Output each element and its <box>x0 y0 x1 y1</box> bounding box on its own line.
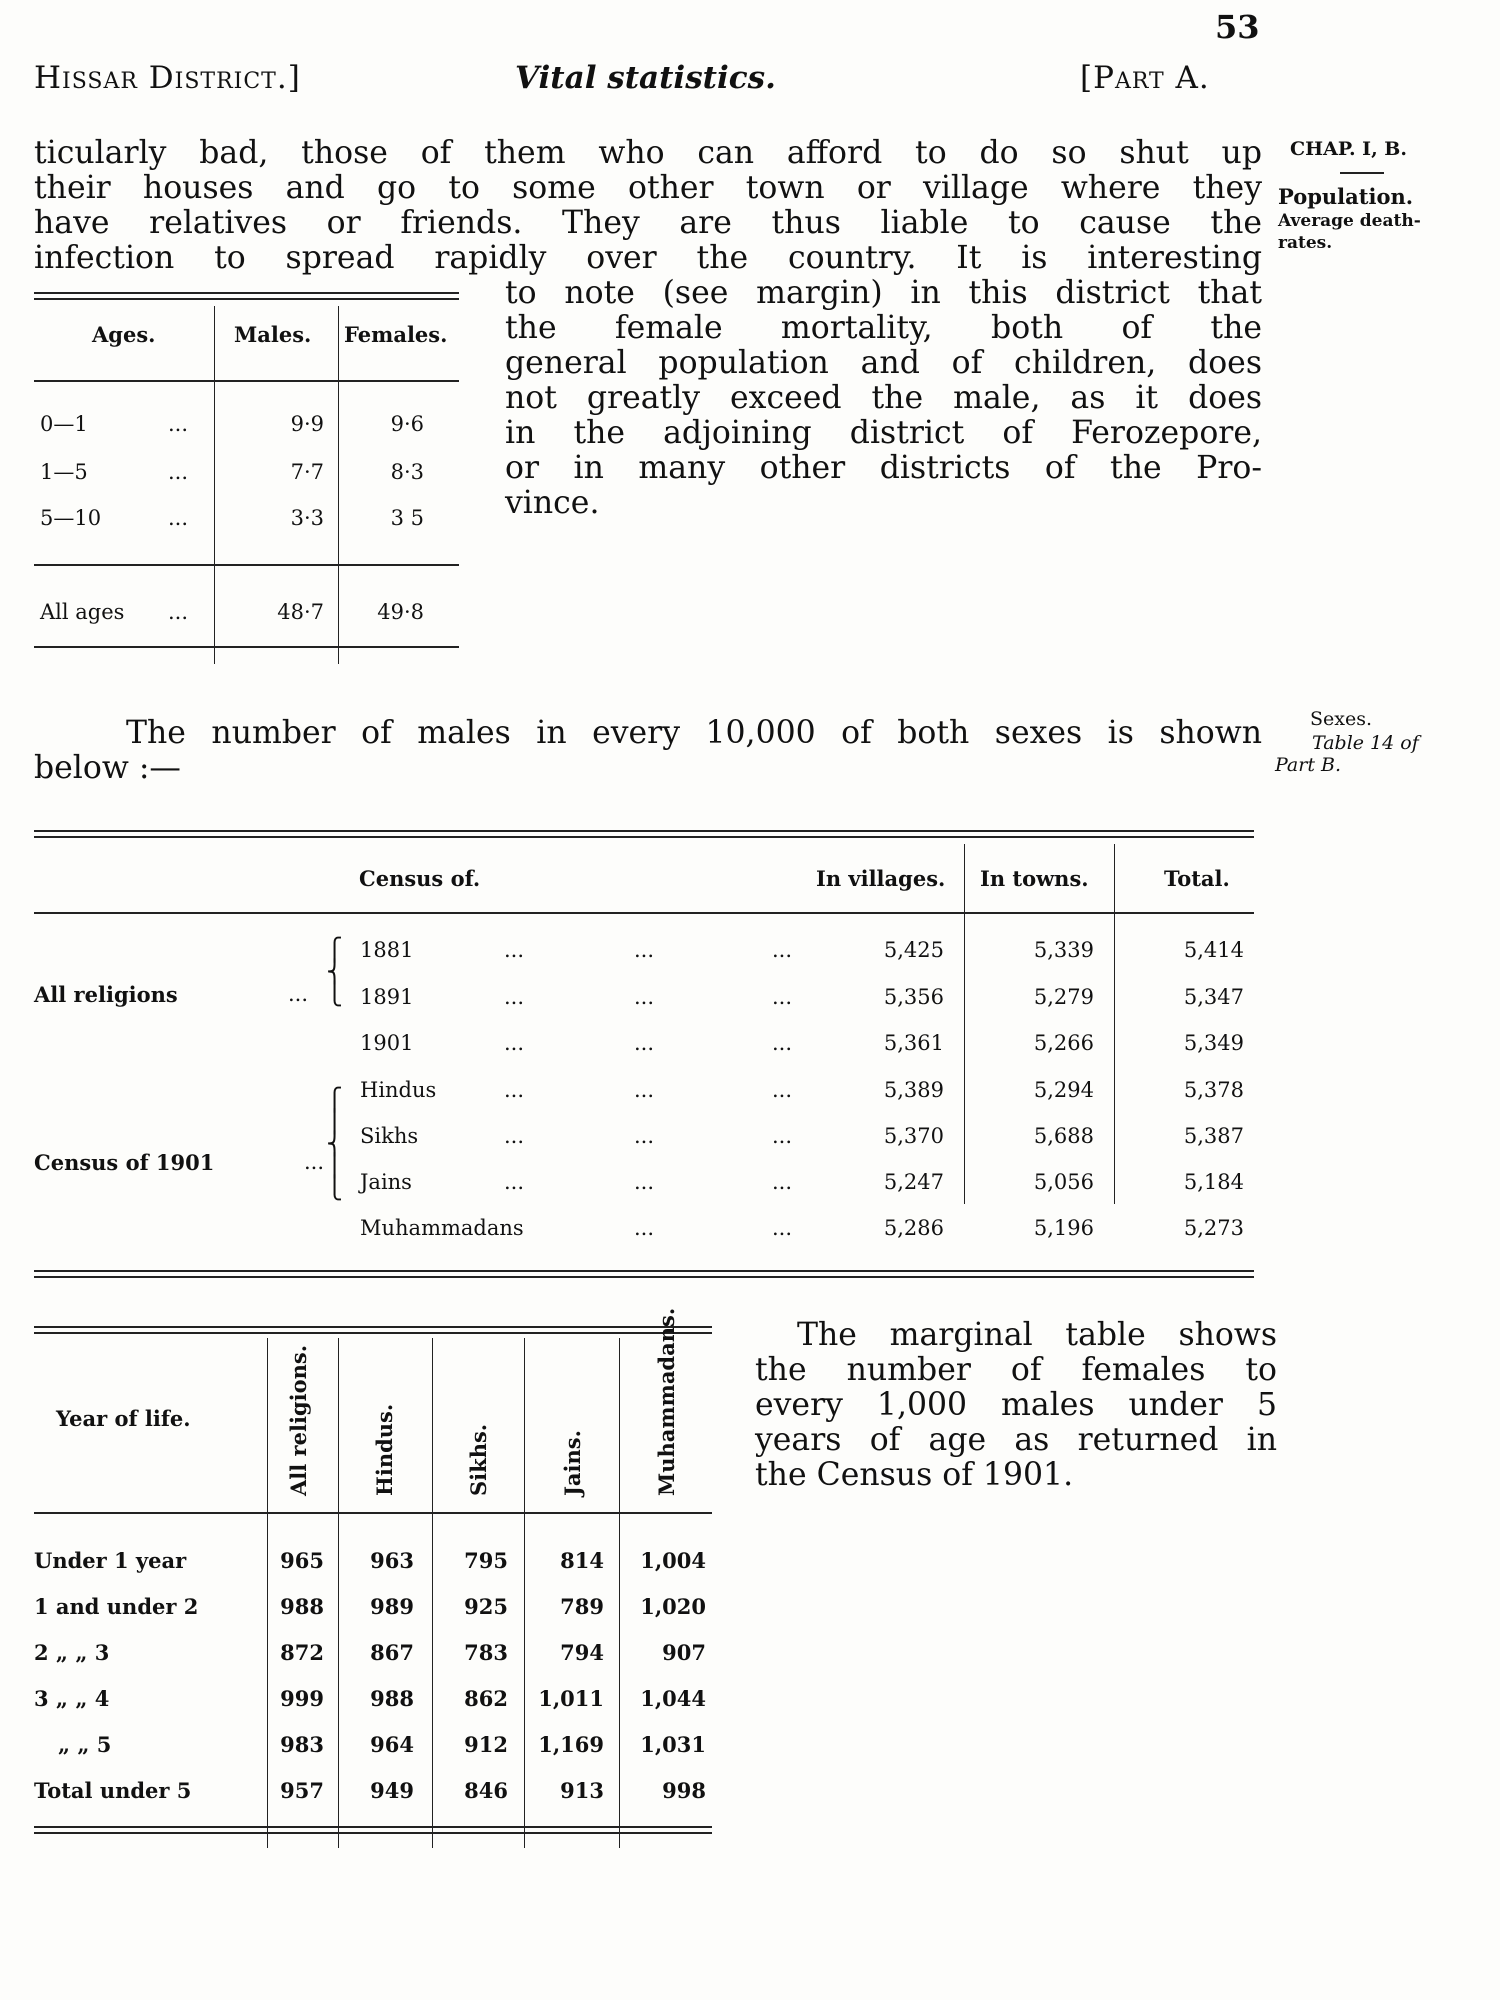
females-per-males-table <box>34 1307 724 1846</box>
table-cell: 5,378 <box>1183 1078 1244 1102</box>
leader-dots: ... <box>634 938 655 962</box>
paragraph-2 <box>34 716 1262 786</box>
header-sikhs: Sikhs. <box>466 1423 491 1496</box>
table-cell: 5,414 <box>1183 938 1244 962</box>
text-line: have relatives or friends. They are thus liable to cause the <box>34 205 1262 241</box>
table-cell: 988 <box>280 1594 324 1619</box>
leader-dots: ... <box>634 1031 655 1055</box>
header-title: Vital statistics. <box>515 60 776 96</box>
header-jains: Jains. <box>560 1430 585 1496</box>
header-year-of-life: Year of life. <box>56 1406 191 1431</box>
table-cell: 988 <box>370 1686 414 1711</box>
table-row-label: Muhammadans <box>360 1216 524 1240</box>
table-cell: 3 5 <box>390 506 424 530</box>
table-cell: 1,044 <box>640 1686 706 1711</box>
leader-dots: ... <box>504 1170 525 1194</box>
leader-dots: ... <box>772 938 793 962</box>
header-part: [Part A. <box>1080 60 1210 96</box>
leader-dots: ... <box>634 985 655 1009</box>
table-row-label: Hindus <box>360 1078 437 1102</box>
margin-sexes-table: Table 14 of <box>1312 732 1419 754</box>
table-cell: 907 <box>662 1640 706 1665</box>
leader-dots: ... <box>634 1170 655 1194</box>
table-cell: 989 <box>370 1594 414 1619</box>
table-row-label: 0—1 <box>40 412 88 436</box>
table-cell: 5,196 <box>1033 1216 1094 1240</box>
table-cell: 5,247 <box>883 1170 944 1194</box>
header-towns: In towns. <box>980 866 1089 891</box>
text-line: The number of males in every 10,000 of both sexes is shown <box>126 715 1262 751</box>
table-row-label: 5—10 <box>40 506 102 530</box>
table-total-label: All ages <box>40 600 125 624</box>
table-cell: 5,688 <box>1033 1124 1094 1148</box>
table-cell: 794 <box>560 1640 604 1665</box>
table-cell: 9·9 <box>290 412 324 436</box>
text-line: to note (see margin) in this district that <box>505 275 1262 311</box>
table-cell: 1,169 <box>538 1732 604 1757</box>
table-row-label: „ „ 5 <box>58 1732 112 1757</box>
table-row-label: 1 and under 2 <box>34 1594 199 1619</box>
header-all-religions: All religions. <box>286 1344 311 1496</box>
leader-dots: ... <box>504 938 525 962</box>
header-total: Total. <box>1164 866 1230 891</box>
table-cell: 5,389 <box>883 1078 944 1102</box>
text-line: their houses and go to some other town or village where they <box>34 170 1262 206</box>
table-cell: 998 <box>662 1778 706 1803</box>
leader-dots: ... <box>168 460 189 484</box>
leader-dots: ... <box>168 506 189 530</box>
leader-dots: ... <box>168 412 189 436</box>
leader-dots: ... <box>288 982 309 1006</box>
page-number: 53 <box>1215 8 1260 46</box>
leader-dots: ... <box>504 985 525 1009</box>
table-cell: 983 <box>280 1732 324 1757</box>
table-cell: 862 <box>464 1686 508 1711</box>
death-rate-table <box>34 292 464 652</box>
table-cell: 5,349 <box>1183 1031 1244 1055</box>
table-cell: 5,279 <box>1033 985 1094 1009</box>
text-line: infection to spread rapidly over the country. It is interesting <box>34 240 1262 276</box>
text-line: ticularly bad, those of them who can afford to do so shut up <box>34 135 1262 171</box>
paragraph-3 <box>755 1318 1277 1493</box>
table-row-label: 1881 <box>360 938 414 962</box>
table-cell: 3·3 <box>290 506 324 530</box>
header-census: Census of. <box>359 866 481 891</box>
table-cell: 867 <box>370 1640 414 1665</box>
brace-icon: ⎧ ⎨ ⎩ <box>328 938 342 1007</box>
table-cell: 925 <box>464 1594 508 1619</box>
table-row-label: Jains <box>360 1170 412 1194</box>
margin-sexes-part: Part B. <box>1275 754 1342 776</box>
header-district: Hissar District.] <box>34 60 301 96</box>
table-cell: 5,294 <box>1033 1078 1094 1102</box>
text-line: in the adjoining district of Ferozepore, <box>505 415 1262 451</box>
table-cell: 5,266 <box>1033 1031 1094 1055</box>
table-cell: 5,273 <box>1183 1216 1244 1240</box>
table-cell: 5,425 <box>883 938 944 962</box>
leader-dots: ... <box>504 1031 525 1055</box>
text-line: every 1,000 males under 5 <box>755 1387 1277 1423</box>
table-cell: 872 <box>280 1640 324 1665</box>
table-cell: 5,356 <box>883 985 944 1009</box>
table-cell: 1,004 <box>640 1548 706 1573</box>
table-cell: 5,387 <box>1183 1124 1244 1148</box>
table-cell: 913 <box>560 1778 604 1803</box>
table-cell: 999 <box>280 1686 324 1711</box>
leader-dots: ... <box>168 600 189 624</box>
table-cell: 5,361 <box>883 1031 944 1055</box>
table-cell: 8·3 <box>390 460 424 484</box>
leader-dots: ... <box>772 1170 793 1194</box>
leader-dots: ... <box>772 1124 793 1148</box>
text-line: or in many other districts of the Pro- <box>505 450 1262 486</box>
group-label-census-1901: Census of 1901 <box>34 1150 215 1175</box>
header-ages: Ages. <box>92 322 156 347</box>
text-line: the female mortality, both of the <box>505 310 1262 346</box>
table-cell: 964 <box>370 1732 414 1757</box>
sex-proportion-table <box>34 830 1262 1280</box>
header-muhammadans: Muhammadans. <box>654 1307 679 1496</box>
table-row-label: 1—5 <box>40 460 88 484</box>
table-cell: 965 <box>280 1548 324 1573</box>
paragraph-1-continued <box>505 276 1262 521</box>
table-cell: 912 <box>464 1732 508 1757</box>
table-cell: 5,056 <box>1033 1170 1094 1194</box>
paragraph-1 <box>34 136 1262 276</box>
margin-death-rates-1: Average death- <box>1278 211 1421 231</box>
leader-dots: ... <box>772 1216 793 1240</box>
leader-dots: ... <box>772 1031 793 1055</box>
table-row-label: 3 „ „ 4 <box>34 1686 110 1711</box>
table-cell: 7·7 <box>290 460 324 484</box>
leader-dots: ... <box>504 1078 525 1102</box>
leader-dots: ... <box>634 1078 655 1102</box>
header-females: Females. <box>344 322 448 347</box>
table-cell: 5,347 <box>1183 985 1244 1009</box>
leader-dots: ... <box>304 1150 325 1174</box>
text-line: years of age as returned in <box>755 1422 1277 1458</box>
text-line: the number of females to <box>755 1352 1277 1388</box>
table-row-label: Under 1 year <box>34 1548 187 1573</box>
table-cell: 963 <box>370 1548 414 1573</box>
table-cell: 795 <box>464 1548 508 1573</box>
table-cell: 1,020 <box>640 1594 706 1619</box>
margin-rule <box>1340 172 1384 174</box>
table-cell: 949 <box>370 1778 414 1803</box>
table-cell: 783 <box>464 1640 508 1665</box>
table-cell: 814 <box>560 1548 604 1573</box>
table-cell: 5,286 <box>883 1216 944 1240</box>
text-line: below :— <box>34 750 181 786</box>
table-row-label: 2 „ „ 3 <box>34 1640 110 1665</box>
table-cell: 789 <box>560 1594 604 1619</box>
table-cell: 48·7 <box>277 600 324 624</box>
table-cell: 1,031 <box>640 1732 706 1757</box>
table-cell: 5,339 <box>1033 938 1094 962</box>
text-line: not greatly exceed the male, as it does <box>505 380 1262 416</box>
table-cell: 1,011 <box>538 1686 604 1711</box>
text-line: general population and of children, does <box>505 345 1262 381</box>
table-row-label: 1901 <box>360 1031 414 1055</box>
header-males: Males. <box>234 322 312 347</box>
leader-dots: ... <box>634 1216 655 1240</box>
table-total-label: Total under 5 <box>34 1778 192 1803</box>
margin-population: Population. <box>1278 184 1414 209</box>
leader-dots: ... <box>634 1124 655 1148</box>
table-cell: 846 <box>464 1778 508 1803</box>
leader-dots: ... <box>772 985 793 1009</box>
table-row-label: 1891 <box>360 985 414 1009</box>
brace-icon: ⎧ ⎪ ⎨ ⎪ ⎩ <box>328 1088 342 1201</box>
table-row-label: Sikhs <box>360 1124 419 1148</box>
margin-sexes: Sexes. <box>1310 708 1373 730</box>
table-cell: 9·6 <box>390 412 424 436</box>
table-cell: 5,370 <box>883 1124 944 1148</box>
margin-death-rates-2: rates. <box>1278 233 1333 253</box>
table-cell: 49·8 <box>377 600 424 624</box>
margin-chapter: CHAP. I, B. <box>1290 138 1407 160</box>
group-label-all-religions: All religions <box>34 982 178 1007</box>
text-line: vince. <box>505 485 600 521</box>
text-line: the Census of 1901. <box>755 1457 1074 1493</box>
leader-dots: ... <box>772 1078 793 1102</box>
leader-dots: ... <box>504 1124 525 1148</box>
header-hindus: Hindus. <box>372 1403 397 1496</box>
text-line: The marginal table shows <box>797 1317 1277 1353</box>
header-villages: In villages. <box>816 866 946 891</box>
table-cell: 5,184 <box>1183 1170 1244 1194</box>
table-cell: 957 <box>280 1778 324 1803</box>
